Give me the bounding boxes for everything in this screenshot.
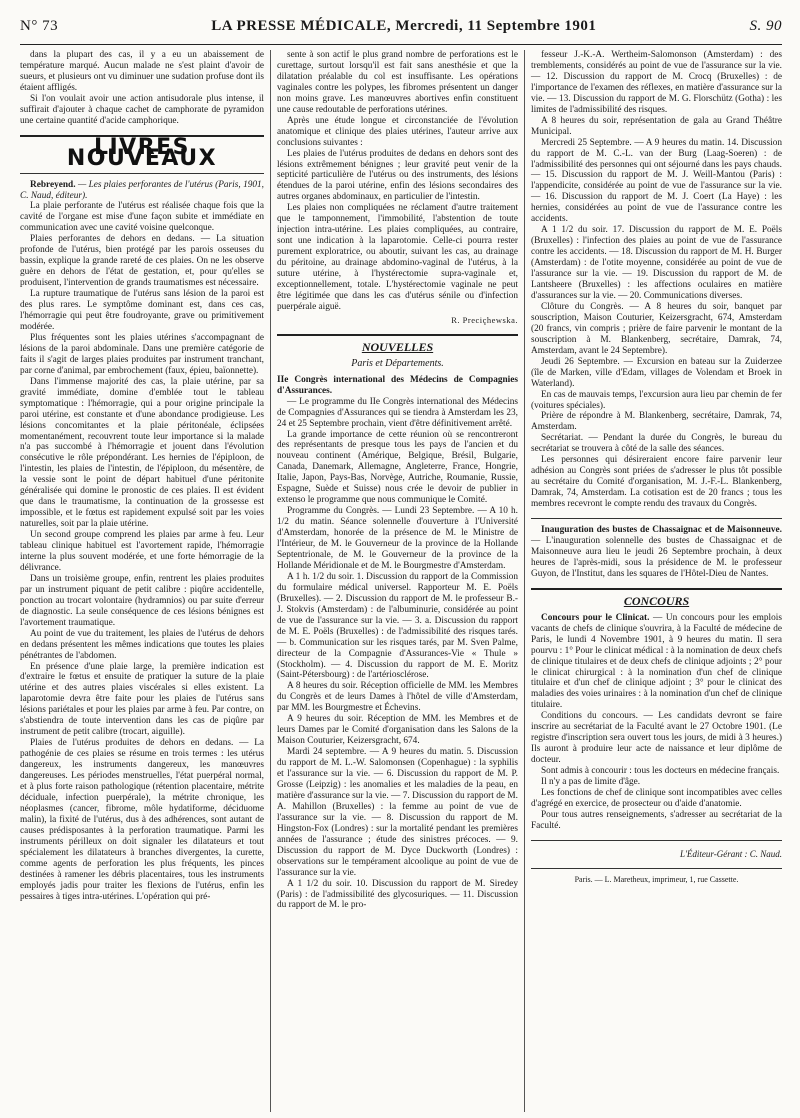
paragraph: A 8 heures du soir, représentation de gala au Grand Théâtre Municipal. bbox=[531, 115, 782, 137]
columns bbox=[20, 50, 782, 1112]
paragraph: La plaie perforante de l'utérus est réalisée chaque fois que la cavité de l'organe est mise d'une façon subite et immédiate en communication avec une cavité voisine quelconque. bbox=[20, 201, 264, 234]
paragraph: Clôture du Congrès. — A 8 heures du soir, banquet par souscription, Maison Couturier, Keizersgracht, 674, Amsterdam (20 francs, vin compris ; prière de faire parvenir le montant de la souscription à M. Blankenberg, secrétaire, Damrak, 74, Amsterdam, avant le 24 Septembre). bbox=[531, 301, 782, 356]
paragraph: Mercredi 25 Septembre. — A 9 heures du matin. 14. Discussion du rapport de M. C.-L. van der Burg (Laag-Soeren) : de l'admissibilité des personnes qui ont séjourné dans les pays chauds. — 15. Discussion du rapport de M. J. Weill-Mantou (Paris) : l'appendicite, considérée au point de vue de l'assurance sur la vie. — 16. Discussion du rapport de M. J. Coert (La Haye) : les hernies, considérées au point de vue de l'assurance contre les accidents. bbox=[531, 137, 782, 225]
paragraph: fesseur J.-K.-A. Wertheim-Salomonson (Amsterdam) : des tremblements, considérés au point de vue de l'assurance sur la vie. — 12. Discussion du rapport de M. Crocq (Bruxelles) : de l'importance de l'examen des réflexes, en matière d'assurance sur la vie. — 13. Discussion du rapport de M. G. Florschütz (Gotha) : les limites de l'admissibilité des risques. bbox=[531, 50, 782, 115]
paragraph: A 1 h. 1/2 du soir. 1. Discussion du rapport de la Commission du formulaire médical universel. Rapporteur M. E. Poëls (Bruxelles). — 2. Discussion du rapport de M. le professeur B.-J. Stokvis (Amsterdam) : de l'albuminurie, considérée au point de vue de l'assurance sur la vie. — 3. a. Discussion du rapport de M. E. Poëls (Bruxelles) : de l'admissibilité des risques tarés. — b. Communication sur les risques tarés, par M. Sven Palme, directeur de la Compagnie d'Assurances-Vie « Thule » (Stockholm). — 4. Discussion du rapport de M. E. Moritz (Saint-Pétersbourg) : de l'artériosclérose. bbox=[277, 571, 518, 681]
paragraph: Dans un troisième groupe, enfin, rentrent les plaies produites par un instrument piquant de petit calibre : piqûre accidentelle, ponction au trocart volontaire (hydramnios) ou par suite d'erreur de diagnostic. La seule conséquence de ces lésions bénignes est l'avortement traumatique. bbox=[20, 573, 264, 628]
news-subsection-title: Paris et Départements. bbox=[351, 357, 444, 369]
column-3 bbox=[524, 50, 782, 1112]
masthead-title: LA PRESSE MÉDICALE, Mercredi, 11 Septembre 1901 bbox=[211, 18, 597, 34]
paragraph: En cas de mauvais temps, l'excursion aura lieu par chemin de fer (voitures spéciales). bbox=[531, 389, 782, 411]
header-rule bbox=[20, 44, 782, 45]
paragraph: Secrétariat. — Pendant la durée du Congrès, le bureau du secrétariat se trouvera à côté de la salle des séances. bbox=[531, 433, 782, 455]
editor-line: L'Éditeur-Gérant : C. Naud. bbox=[680, 848, 782, 859]
page-number: S. 90 bbox=[749, 18, 782, 34]
paragraph: Les personnes qui désireraient encore faire parvenir leur adhésion au Congrès sont priées de s'adresser le plus tôt possible au secrétaire du Comité d'organisation, M. J.-F.-L. Blankenberg, Damrak, 74, Amsterdam. La cotisation est de 20 francs ; tous les membres recevront le compte rendu des travaux du Congrès. bbox=[531, 455, 782, 510]
clinicat-article bbox=[531, 613, 782, 712]
paragraph: Prière de répondre à M. Blankenberg, secrétaire, Damrak, 74, Amsterdam. bbox=[531, 411, 782, 433]
busts-text: — L'inauguration solennelle des bustes de Chassaignac et de Maisonneuve aura lieu le jeudi 26 Septembre prochain, à deux heures de l'après-midi, sous la présidence de M. le professeur Guyon, de l'Institut, dans les squares de l'Hôtel-Dieu de Nantes. bbox=[531, 535, 782, 579]
paragraph: Plaies de l'utérus produites de dehors en dedans. — La pathogénie de ces plaies se résume en trois termes : les utérus dangereux, les instruments dangereux, les manœuvres dangereuses. Les périodes menstruelles, l'état puerpéral normal, et à plus forte raison pathologique (rétention placentaire, métrite déciduale, infection puerpérale), la métrite chronique, les néoplasmes (cancer, fibrome, môle hydatiforme, déciduome malin), la fixité de l'utérus, dus à des adhérences, sont autant de causes prédisposantes à la perforation traumatique. Parmi les instruments périlleux on doit signaler les dilatateurs et tout spécialement les dilatateurs à branches divergentes, la curette, comme agents de perforation les plus fréquents, les pinces destinées à ramener les débris placentaires, tous les instruments employés jadis pour traiter les flexions de l'utérus, enfin les pessaires à tiges intra-utérines. L'opération qui pré- bbox=[20, 738, 264, 902]
banner-rule bbox=[20, 173, 264, 174]
paragraph: En présence d'une plaie large, la première indication est d'extraire le fœtus et ensuite de pratiquer la suture de la plaie utérine et des autres plaies viscérales si elles existent. La laparotomie devra être faite pour les plaies de l'utérus sans lésions pariétales et pour les plaies par arme à feu. Par contre, on s'abstiendra de toute intervention dans les cas de piqûre par instrument de petit calibre (trocart, aiguille). bbox=[20, 661, 264, 738]
section-banner: LIVRES NOUVEAUX bbox=[66, 134, 218, 171]
paragraph: A 8 heures du soir. Réception officielle de MM. les Membres du Congrès et de leurs Dames à l'hôtel de ville d'Amsterdam, par MM. les Bourgmestre et Échevins. bbox=[277, 681, 518, 714]
paragraph: Pour tous autres renseignements, s'adresser au secrétariat de la Faculté. bbox=[531, 809, 782, 831]
paragraph: Il n'y a pas de limite d'âge. bbox=[541, 777, 641, 788]
paragraph: Sont admis à concourir : tous les docteurs en médecine français. bbox=[541, 766, 780, 777]
paragraph: Les plaies de l'utérus produites de dedans en dehors sont des lésions extrêmement bénignes ; leur gravité peut venir de la septicité particulière de l'utérus ou des instruments, des lésions étendues de la paroi utérine, enfin des lésions secondaires des autres organes abdominaux, en particulier de l'intestin. bbox=[277, 148, 518, 203]
paragraph: Dans l'immense majorité des cas, la plaie utérine, par sa gravité immédiate, domine d'emblée tout le tableau symptomatique : l'hémorragie, qui a pour origine principale la paroi utérine, est constante et d'une abondance prodigieuse. Les lésions concomitantes et la plaie péritonéale, éclipsées momentanément, recouvrent toute leur importance si la malade n'a pas succombé à l'hémorragie et jouent dans l'évolution consécutive le rôle prépondérant. Les hernies de l'épiploon, de l'intestin, les plaies de l'intestin, de l'épiploon, du mésentère, de la vessie sont le point de départ habituel d'une péritonite généralisée qui domine le pronostic de ces plaies. Il est évident que dans le traumatisme, la continuation de la grossesse est impossible, et le fœtus est rapidement expulsé soit par les voies naturelles, soit par la plaie utérine. bbox=[20, 376, 264, 530]
paragraph: Les plaies non compliquées ne réclament d'autre traitement que le tamponnement, l'immobilité, l'abstention de toute injection intra-utérine. Les plaies compliquées, au contraire, sont une indication à la laparotomie. Celle-ci pourra rester purement exploratrice, ou aboutir, suivant les cas, au drainage du péritoine, au drainage abdomino-vaginal de l'utérus, à la suture utérine, à l'hystérectomie supra-vaginale et, exceptionnellement, totale. L'hystérectomie vaginale ne peut être légitimée que dans les cas d'utérus sénile ou d'infection puerpérale aiguë. bbox=[277, 203, 518, 312]
paragraph: A 1 1/2 du soir. 10. Discussion du rapport de M. Siredey (Paris) : de l'admissibilité des glycosuriques. — 11. Discussion du rapport de M. le pro- bbox=[277, 878, 518, 911]
paragraph: Plus fréquentes sont les plaies utérines s'accompagnant de lésions de la paroi abdominale. Dans une première catégorie de faits il s'agit de larges plaies produites par instrument tranchant, par corne d'animal, par embrochement (faux, épieu, baïonnette). bbox=[20, 332, 264, 376]
paragraph: Programme du Congrès. — Lundi 23 Septembre. — A 10 h. 1/2 du matin. Séance solennelle d'ouverture à l'Université d'Amsterdam, honorée de la présence de M. le Ministre de l'Intérieur, de M. le Gouverneur de la province de la Hollande Septentrionale, de M. le Gouverneur de la province de la Hollande Méridionale et de M. le Bourgmestre d'Amsterdam. bbox=[277, 506, 518, 571]
clinicat-text: — Un concours pour les emplois vacants de chefs de clinique s'ouvrira, à la Faculté de médecine de Paris, le lundi 4 Novembre 1901, à 9 heures du matin. Il sera pourvu : 1° Pour le clinicat médical : à la nomination de deux chefs de clinique titulaires et de deux chefs de clinique adjoints ; 2° pour le clinicat chirurgical : à la nomination d'un chef de clinique titulaire et d'un chef de clinique adjoint ; 3° pour le clinicat des maladies des voies urinaires : à la nomination d'un chef de clinique titulaire. bbox=[531, 612, 782, 711]
section-rule bbox=[531, 588, 782, 590]
review-signature: R. Preciçhewska. bbox=[451, 314, 518, 325]
column-2 bbox=[270, 50, 524, 1112]
paragraph: dans la plupart des cas, il y a eu un abaissement de température marqué. Aucun malade ne s'est plaint d'avoir de sueurs, et plusieurs ont vu diminuer une sudation profuse dont ils étaient affligés. bbox=[20, 50, 264, 93]
concours-section-title: CONCOURS bbox=[623, 593, 690, 608]
issue-number: N° 73 bbox=[20, 18, 59, 34]
paragraph: A 1 1/2 du soir. 17. Discussion du rapport de M. E. Poëls (Bruxelles) : l'infection des plaies au point de vue de l'assurance contre les accidents. — 18. Discussion du rapport de M. H. Burger (Amsterdam) : de l'otite moyenne, considérée au point de vue de l'assurance sur la vie. — 19. Discussion du rapport de M. de Lantsheere (Bruxelles) : les affections oculaires en matière d'assurances sur la vie. — 20. Communications diverses. bbox=[531, 225, 782, 301]
paragraph: Un second groupe comprend les plaies par arme à feu. Leur tableau clinique habituel est l'avortement rapide, l'hémorragie interne la plus souvent modérée, et une forte hémorragie de la délivrance. bbox=[20, 530, 264, 573]
clinicat-title: Concours pour le Clinicat. bbox=[541, 612, 650, 623]
paragraph: A 9 heures du soir. Réception de MM. les Membres et de leurs Dames par le Comité d'organisation dans les Salons de la Maison Couturier, Keizersgracht, 674. bbox=[277, 714, 518, 747]
paragraph: — Le programme du IIe Congrès international des Médecins de Compagnies d'Assurances qui se tiendra à Amsterdam les 23, 24 et 25 Septembre prochain, vient d'être définitivement arrêté. bbox=[277, 396, 518, 429]
review-body bbox=[20, 201, 264, 902]
imprint-line: Paris. — L. Maretheux, imprimeur, 1, rue Cassette. bbox=[574, 874, 739, 884]
review-author: Rebreyend. bbox=[30, 179, 76, 190]
article-rule bbox=[531, 518, 782, 519]
concours-conditions bbox=[531, 711, 782, 831]
paragraph: Conditions du concours. — Les candidats devront se faire inscrire au secrétariat de la Faculté avant le 27 Octobre 1901. (Le registre d'inscription sera ouvert tous les jours, de midi à 3 heures.) Ils auront à produire leur acte de naissance et leur diplôme de docteur. bbox=[531, 711, 782, 766]
paragraph: Mardi 24 septembre. — A 9 heures du matin. 5. Discussion du rapport de M. L.-W. Salomonsen (Copenhague) : la syphilis et l'assurance sur la vie. — 6. Discussion du rapport de M. P. Grosse (Leipzig) : les anomalies et les maladies de la peau, en matière d'assurance sur la vie. — 7. Discussion du rapport de M. A. Mahillon (Bruxelles) : la femme au point de vue de l'assurance sur la vie. — 8. Discussion du rapport de M. Hingston-Fox (Londres) : sur la mortalité pendant les premières années de l'assurance ; étude des sinistres précoces. — 9. Discussion du rapport de M. Dyce Duckworth (Londres) : observations sur le tempérament alcoolique au point de vue de l'assurance sur la vie. bbox=[277, 747, 518, 878]
busts-article bbox=[531, 525, 782, 580]
news-section-title: NOUVELLES bbox=[361, 339, 434, 354]
section-rule bbox=[277, 334, 518, 336]
congress-title: IIe Congrès international des Médecins de Compagnies d'Assurances. bbox=[277, 374, 518, 396]
paragraph: sente à son actif le plus grand nombre de perforations est le curettage, surtout lorsqu'il est fait sans anesthésie et que la dilatation préalable du col est insuffisante. Les opérations vaginales contre les polypes, les fibromes présentent un danger non moins grave. Les manœuvres abortives enfin constituent une cause redoutable de perforations utérines. bbox=[277, 50, 518, 115]
paragraph: La rupture traumatique de l'utérus sans lésion de la paroi est des plus rares. Le symptôme dominant est, dans ces cas, l'hémorragie qui peut être foudroyante, grave ou primitivement modérée. bbox=[20, 289, 264, 332]
busts-title: Inauguration des bustes de Chassaignac et de Maisonneuve. bbox=[541, 525, 782, 536]
paragraph: Si l'on voulait avoir une action antisudorale plus intense, il suffirait d'ajouter à chaque cachet de camphorate de pyramidon une certaine quantité d'acide camphorique. bbox=[20, 93, 264, 126]
review-reference: — Les plaies perforantes de l'utérus (Paris, 1901, C. Naud, éditeur). bbox=[20, 179, 264, 201]
review-continuation bbox=[277, 50, 518, 313]
review-heading bbox=[20, 180, 264, 202]
congress-program bbox=[277, 397, 518, 912]
paragraph: Jeudi 26 Septembre. — Excursion en bateau sur la Zuiderzee (île de Marken, ville d'Edam, villages de Volendam et Broek in Waterland). bbox=[531, 356, 782, 389]
paragraph: Plaies perforantes de dehors en dedans. — La situation profonde de l'utérus, bien protégé par les parois osseuses du bassin, explique la grande rareté de ces plaies. On ne les observe guère en dehors de l'état de gestation, et, pour qu'elles se produisent, l'intervention de grands traumatismes est nécessaire. bbox=[20, 234, 264, 289]
page-header bbox=[20, 18, 782, 40]
footer-rule bbox=[531, 840, 782, 841]
intro-text bbox=[20, 50, 264, 127]
imprint-rule bbox=[531, 868, 782, 869]
paragraph: Les fonctions de chef de clinique sont incompatibles avec celles d'agrégé en exercice, de prosecteur ou d'aide d'anatomie. bbox=[531, 788, 782, 809]
paragraph: Au point de vue du traitement, les plaies de l'utérus de dehors en dedans présentent les mêmes indications que toutes les plaies pénétrantes de l'abdomen. bbox=[20, 628, 264, 661]
congress-program-continued bbox=[531, 50, 782, 510]
paragraph: La grande importance de cette réunion où se rencontreront des représentants de presque tous les pays de l'ancien et du nouveau continent (Amérique, Belgique, Brésil, Bulgarie, Canada, Danemark, Allemagne, Angleterre, France, Hongrie, Italie, Japon, Pays-Bas, Norvège, Autriche, Roumanie, Russie, Espagne, Suède et Suisse) nous crée le devoir de publier in extenso le programme que nous communique le Comité. bbox=[277, 429, 518, 506]
paragraph: Après une étude longue et circonstanciée de l'évolution anatomique et clinique des plaies utérines, l'auteur arrive aux conclusions suivantes : bbox=[277, 115, 518, 148]
column-1 bbox=[20, 50, 270, 1112]
